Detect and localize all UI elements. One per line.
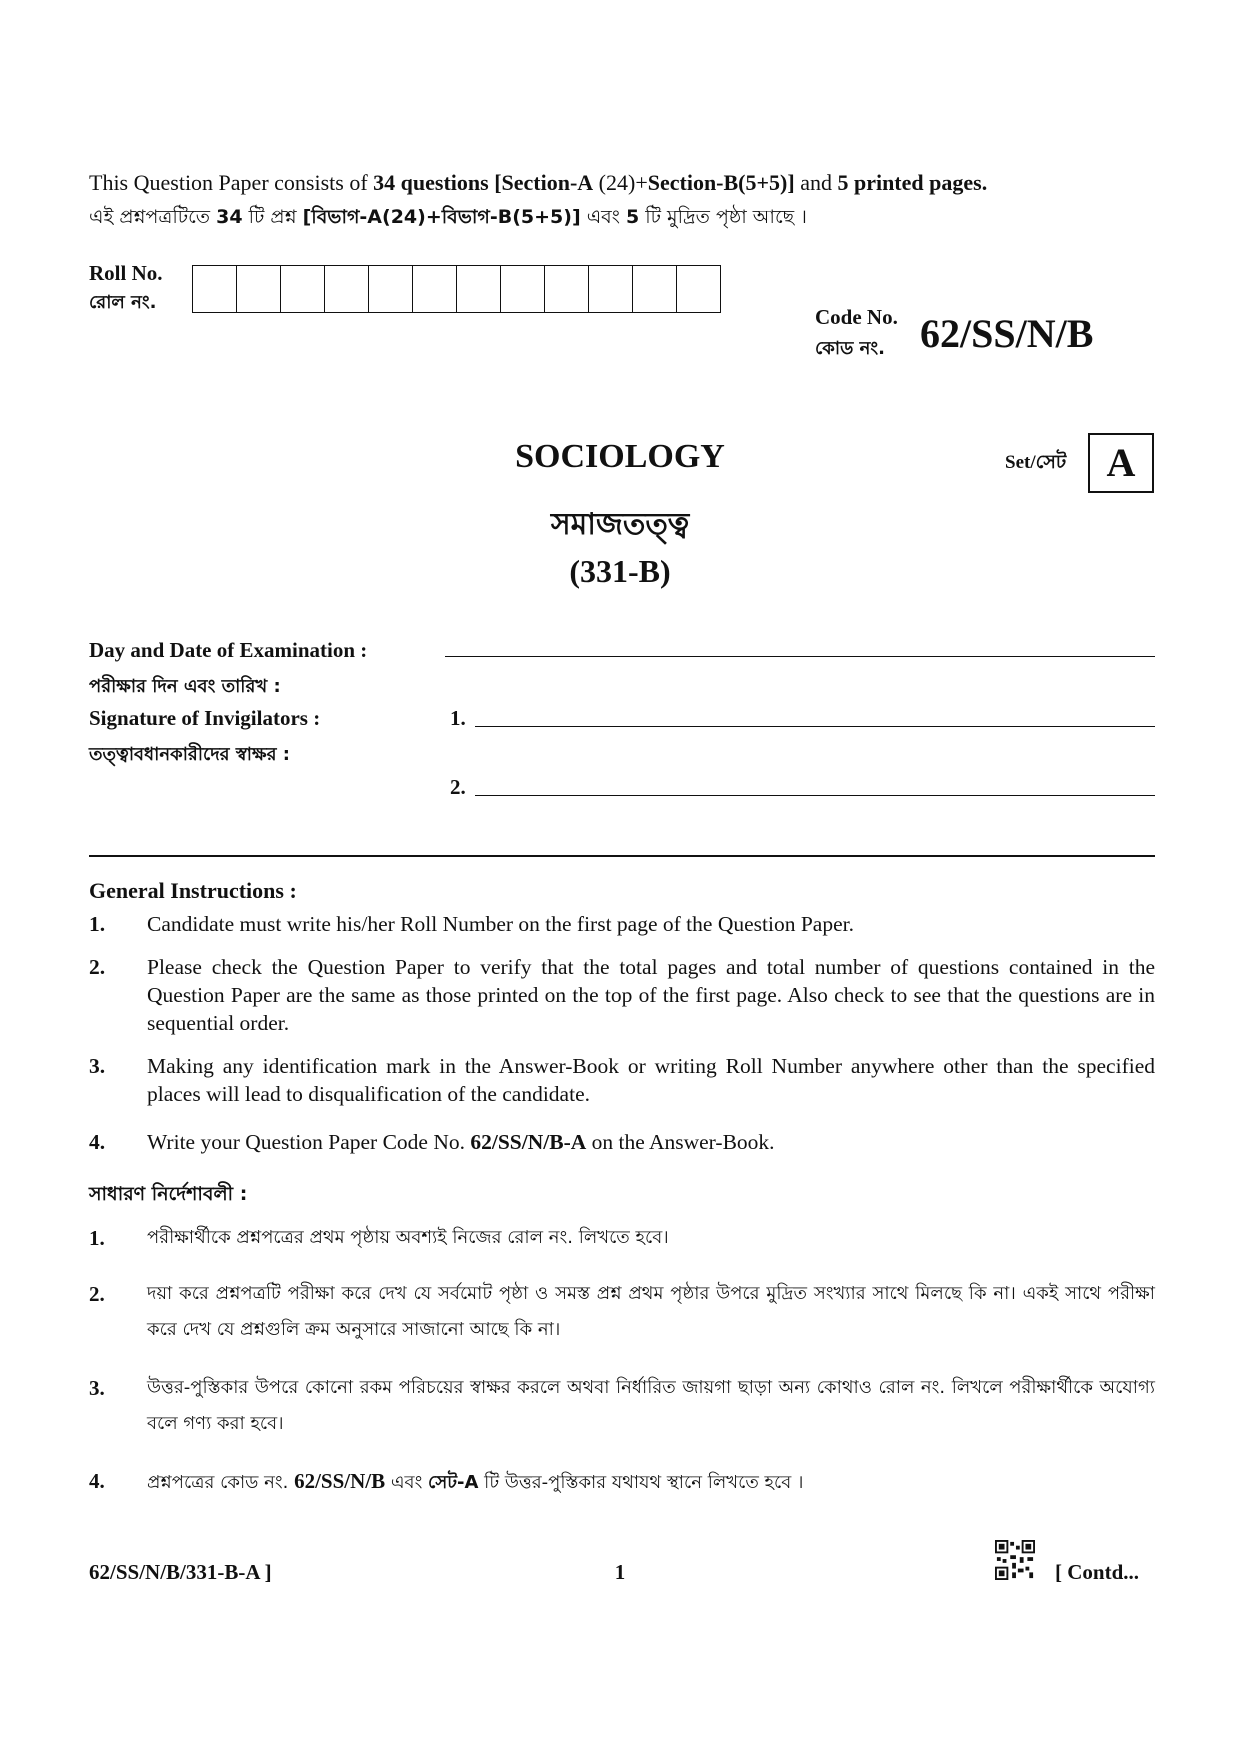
instruction-item	[89, 910, 1155, 938]
instruction-text: Write your Question Paper Code No. 62/SS/N/B-A on the Answer-Book.	[147, 1130, 775, 1154]
instruction-item	[89, 1052, 1155, 1108]
subject-title-bn: সমাজতত্ত্ব	[550, 507, 690, 542]
bengali-instruction-item	[89, 1220, 1155, 1256]
exam-date-label-bn: পরীক্ষার দিন এবং তারিখ :	[89, 676, 281, 697]
footer-paper-code: 62/SS/N/B/331-B-A ]	[89, 1560, 272, 1584]
roll-box[interactable]	[545, 266, 589, 312]
bengali-instructions-title: সাধারণ নির্দেশাবলী :	[89, 1183, 248, 1205]
bengali-instruction-item	[89, 1276, 1155, 1348]
roll-box[interactable]	[501, 266, 545, 312]
instruction-number: 3.	[89, 1054, 106, 1078]
signature-2-line[interactable]	[475, 795, 1155, 796]
roll-box[interactable]	[237, 266, 281, 312]
instruction-number: 4.	[89, 1130, 106, 1154]
exam-date-line[interactable]	[445, 656, 1155, 657]
roll-box[interactable]	[633, 266, 677, 312]
subject-code: (331-B)	[569, 553, 671, 589]
signature-1-number: 1.	[450, 706, 466, 730]
instruction-text: দয়া করে প্রশ্নপত্রটি পরীক্ষা করে দেখ যে সর্বমোট পৃষ্ঠা ও সমস্ত প্রশ্ন প্রথম পৃষ্ঠার উপরে মুদ্রিত সংখ্যার সাথে মিলছে কি না। একই সাথে পরীক্ষা করে দেখ যে প্রশ্নগুলি ক্রম অনুসারে সাজানো আছে কি না।	[147, 1283, 1155, 1340]
invigilator-signature-label-bn: তত্ত্বাবধানকারীদের স্বাক্ষর :	[89, 744, 290, 765]
roll-box[interactable]	[677, 266, 720, 312]
instruction-item	[89, 953, 1155, 1037]
signature-2-number: 2.	[450, 775, 466, 799]
page-number: 1	[614, 1560, 626, 1584]
instruction-number: 3.	[89, 1376, 105, 1400]
roll-box[interactable]	[193, 266, 237, 312]
bengali-instruction-item	[89, 1463, 1155, 1501]
instruction-number: 4.	[89, 1469, 105, 1493]
instruction-text: প্রশ্নপত্রের কোড নং. 62/SS/N/B এবং সেট-A টি উত্তর-পুস্তিকার যথাযথ স্থানে লিখতে হবে ।	[147, 1469, 804, 1493]
subject-title-en: SOCIOLOGY	[515, 438, 725, 475]
roll-number-label	[89, 258, 163, 318]
roll-box[interactable]	[369, 266, 413, 312]
qr-code-icon	[995, 1540, 1035, 1580]
instruction-text: Making any identification mark in the Answer-Book or writing Roll Number anywhere other than the specified places will lead to disqualification of the candidate.	[147, 1054, 1155, 1106]
paper-summary-en: This Question Paper consists of 34 questions [Section-A (24)+Section-B(5+5)] and 5 printed pages.	[89, 170, 988, 195]
roll-box[interactable]	[413, 266, 457, 312]
roll-number-boxes[interactable]	[192, 265, 721, 313]
instruction-text: Please check the Question Paper to verify that the total pages and total number of questions contained in the Question Paper are the same as those printed on the top of the first page. Also check to see that the questions are in sequential order.	[147, 955, 1155, 1035]
roll-box[interactable]	[281, 266, 325, 312]
instruction-text: উত্তর-পুস্তিকার উপরে কোনো রকম পরিচয়ের স্বাক্ষর করলে অথবা নির্ধারিত জায়গা ছাড়া অন্য কোথাও রোল নং. লিখলে পরীক্ষার্থীকে অযোগ্য বলে গণ্য করা হবে।	[147, 1377, 1155, 1434]
invigilator-signature-label-en: Signature of Invigilators :	[89, 706, 321, 730]
instruction-text: পরীক্ষার্থীকে প্রশ্নপত্রের প্রথম পৃষ্ঠায় অবশ্যই নিজের রোল নং. লিখতে হবে।	[147, 1227, 669, 1248]
roll-box[interactable]	[325, 266, 369, 312]
signature-1-line[interactable]	[475, 726, 1155, 727]
paper-summary-bn: এই প্রশ্নপত্রটিতে 34 টি প্রশ্ন [বিভাগ-A(24)+বিভাগ-B(5+5)] এবং 5 টি মুদ্রিত পৃষ্ঠা আছে ।	[89, 206, 807, 228]
set-label: Set/সেট	[1005, 452, 1067, 473]
roll-box[interactable]	[457, 266, 501, 312]
roll-box[interactable]	[589, 266, 633, 312]
continued-label: [ Contd...	[1055, 1560, 1140, 1584]
code-label-en: Code No.	[815, 305, 898, 329]
instruction-text: Candidate must write his/her Roll Number on the first page of the Question Paper.	[147, 912, 854, 936]
code-label-bn: কোড নং.	[815, 338, 885, 359]
exam-date-label-en: Day and Date of Examination :	[89, 638, 368, 662]
instruction-number: 2.	[89, 955, 106, 979]
bengali-instruction-item	[89, 1370, 1155, 1442]
code-number-value: 62/SS/N/B	[920, 311, 1094, 356]
instruction-number: 1.	[89, 912, 106, 936]
code-number-label	[815, 302, 898, 364]
instruction-number: 2.	[89, 1282, 105, 1306]
instruction-number: 1.	[89, 1226, 105, 1250]
roll-label-en: Roll No.	[89, 261, 163, 285]
section-divider	[89, 855, 1155, 857]
general-instructions-title: General Instructions :	[89, 878, 297, 903]
instruction-item	[89, 1128, 1155, 1156]
set-value-box: A	[1088, 433, 1154, 493]
roll-label-bn: রোল নং.	[89, 292, 157, 313]
